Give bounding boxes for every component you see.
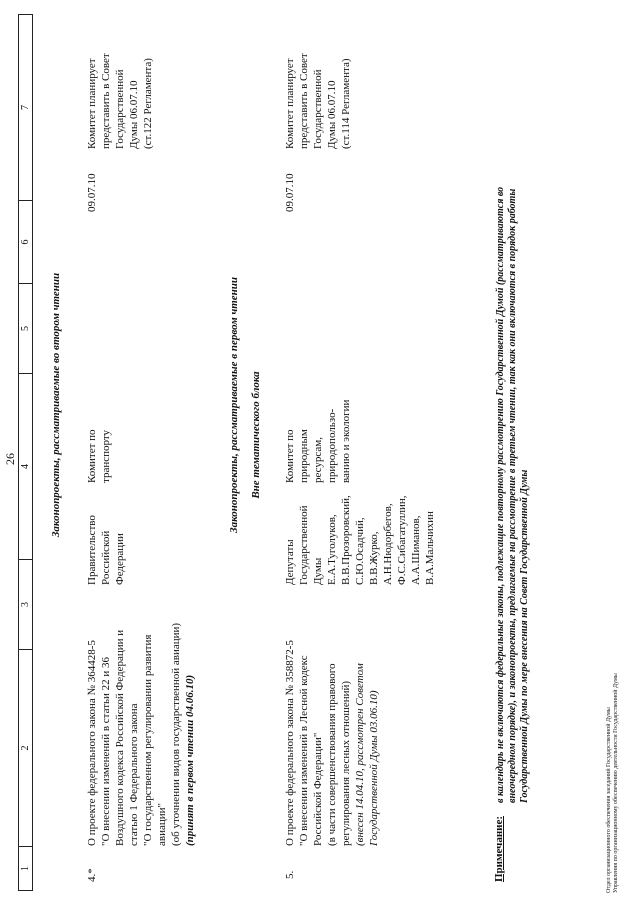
row1-number: 4.* [86,868,98,882]
note-line: в календарь не включаются федеральные законы, подлежащие повторному рассмотрению Государственной Думой (рассматриваются во [495,186,506,803]
row2-action-line: Думы 06.07.10 [326,80,338,149]
section-subtitle: Вне тематического блока [250,371,262,499]
row1-description [85,591,197,846]
col-2-header: 2 [19,650,33,847]
row2-desc-line: (в части совершенствования правового [326,663,338,846]
row2-submitter [283,485,437,585]
row1-desc-line: "О государственном регулировании развития [142,634,154,846]
row2-action-line: представить в Совет [298,53,310,149]
row1-submitter-line: Правительство [86,515,98,585]
row2-action [283,19,353,149]
row1-submitter [85,495,127,585]
note-text [495,83,531,803]
row2-desc-note: Государственной Думы 03.06.10) [368,690,380,846]
row2-submitter-line: В.В.Прозоровский, [340,495,352,585]
row2-committee-line: природным [298,429,310,483]
row1-desc-note: (принят в первом чтении 04.06.10) [184,674,196,846]
row2-description [283,591,381,846]
col-4-header: 4 [19,374,33,560]
row1-action-line: Государственной [114,69,126,149]
row2-committee-line: ресурсам, [312,436,324,483]
row1-committee-line: Комитет по [86,429,98,483]
row2-submitter-line: Ф.С.Сибагатуллин, [396,495,408,585]
row1-desc-line: Воздушного кодекса Российской Федерации и [114,629,126,846]
row2-desc-line: Российской Федерации" [312,732,324,846]
column-header-row [18,14,33,891]
row1-action-line: Комитет планирует [86,58,98,149]
row1-action-line: представить в Совет [100,53,112,149]
page-number: 26 [3,453,17,465]
row2-submitter-line: С.Ю.Осадчий, [354,517,366,585]
row2-date: 09.07.10 [284,173,296,212]
footer-line: Отдел организационного обеспечения заседаний Государственной Думы [606,707,612,893]
row1-action-line: (ст.122 Регламента) [142,58,154,149]
section-second-reading-title: Законопроекты, рассматриваемые во втором чтении [50,272,62,538]
section-first-reading-title: Законопроекты, рассматриваемые в первом чтении [228,277,240,533]
row1-action-line: Думы 06.07.10 [128,80,140,149]
col-5-header: 5 [19,284,33,374]
note-line: Государственной Думы по мере внесения на Совет Государственной Думы [519,469,530,803]
row1-committee-line: транспорту [100,430,112,483]
row2-desc-note: (внесен 14.04.10, рассмотрен Советом [354,663,366,846]
row1-desc-line: статью 1 Федерального закона [128,703,140,846]
row2-submitter-line: В.А.Мальчихин [424,511,436,585]
row2-desc-line: О проекте федерального закона № 358872-5 [284,640,296,846]
row1-committee [85,383,113,483]
row2-committee-line: ванию и экологии [340,399,352,483]
row1-desc-line: "О внесении изменений в статьи 22 и 36 [100,656,112,846]
row2-submitter-line: Депутаты [284,539,296,585]
row2-committee-line: Комитет по [284,429,296,483]
row2-desc-line: регулирования лесных отношений) [340,680,352,846]
row1-desc-line: О проекте федерального закона № 364428-5 [86,640,98,846]
row2-submitter-line: Е.А.Туголуков, [326,514,338,585]
row2-action-line: (ст.114 Регламента) [340,58,352,149]
footer-line: Управления по организационному обеспечению деятельности Государственной Думы [613,673,619,893]
row2-committee [283,373,353,483]
row1-submitter-line: Российской [100,530,112,585]
row1-desc-line: авиации" [156,803,168,846]
note-line: внеочередном порядке), и законопроекты, предлагаемые на рассмотрение в третьем чтении, так как они включаются в порядок работы [507,188,518,803]
footer [606,533,620,893]
row2-action-line: Комитет планирует [284,58,296,149]
row2-committee-line: природопользо- [326,408,338,483]
row2-submitter-line: В.В.Журко, [368,531,380,585]
row1-action [85,19,155,149]
row1-submitter-line: Федерации [114,533,126,585]
col-3-header: 3 [19,560,33,650]
row2-desc-line: "О внесении изменений в Лесной кодекс [298,655,310,846]
row2-submitter-line: Государственной [298,505,310,585]
row2-action-line: Государственной [312,69,324,149]
row2-submitter-line: А.Н.Нюдорбегов, [382,503,394,585]
row2-number: 5. [284,870,296,879]
note-label: Примечание: [493,815,505,882]
row2-submitter-line: Думы [312,557,324,585]
row1-date: 09.07.10 [86,173,98,212]
col-1-header: 1 [19,847,33,891]
col-6-header: 6 [19,201,33,284]
col-7-header: 7 [19,15,33,201]
row1-desc-line: (об уточнении видов государственной авиации) [170,622,182,846]
row2-submitter-line: А.А.Шиманов, [410,515,422,585]
